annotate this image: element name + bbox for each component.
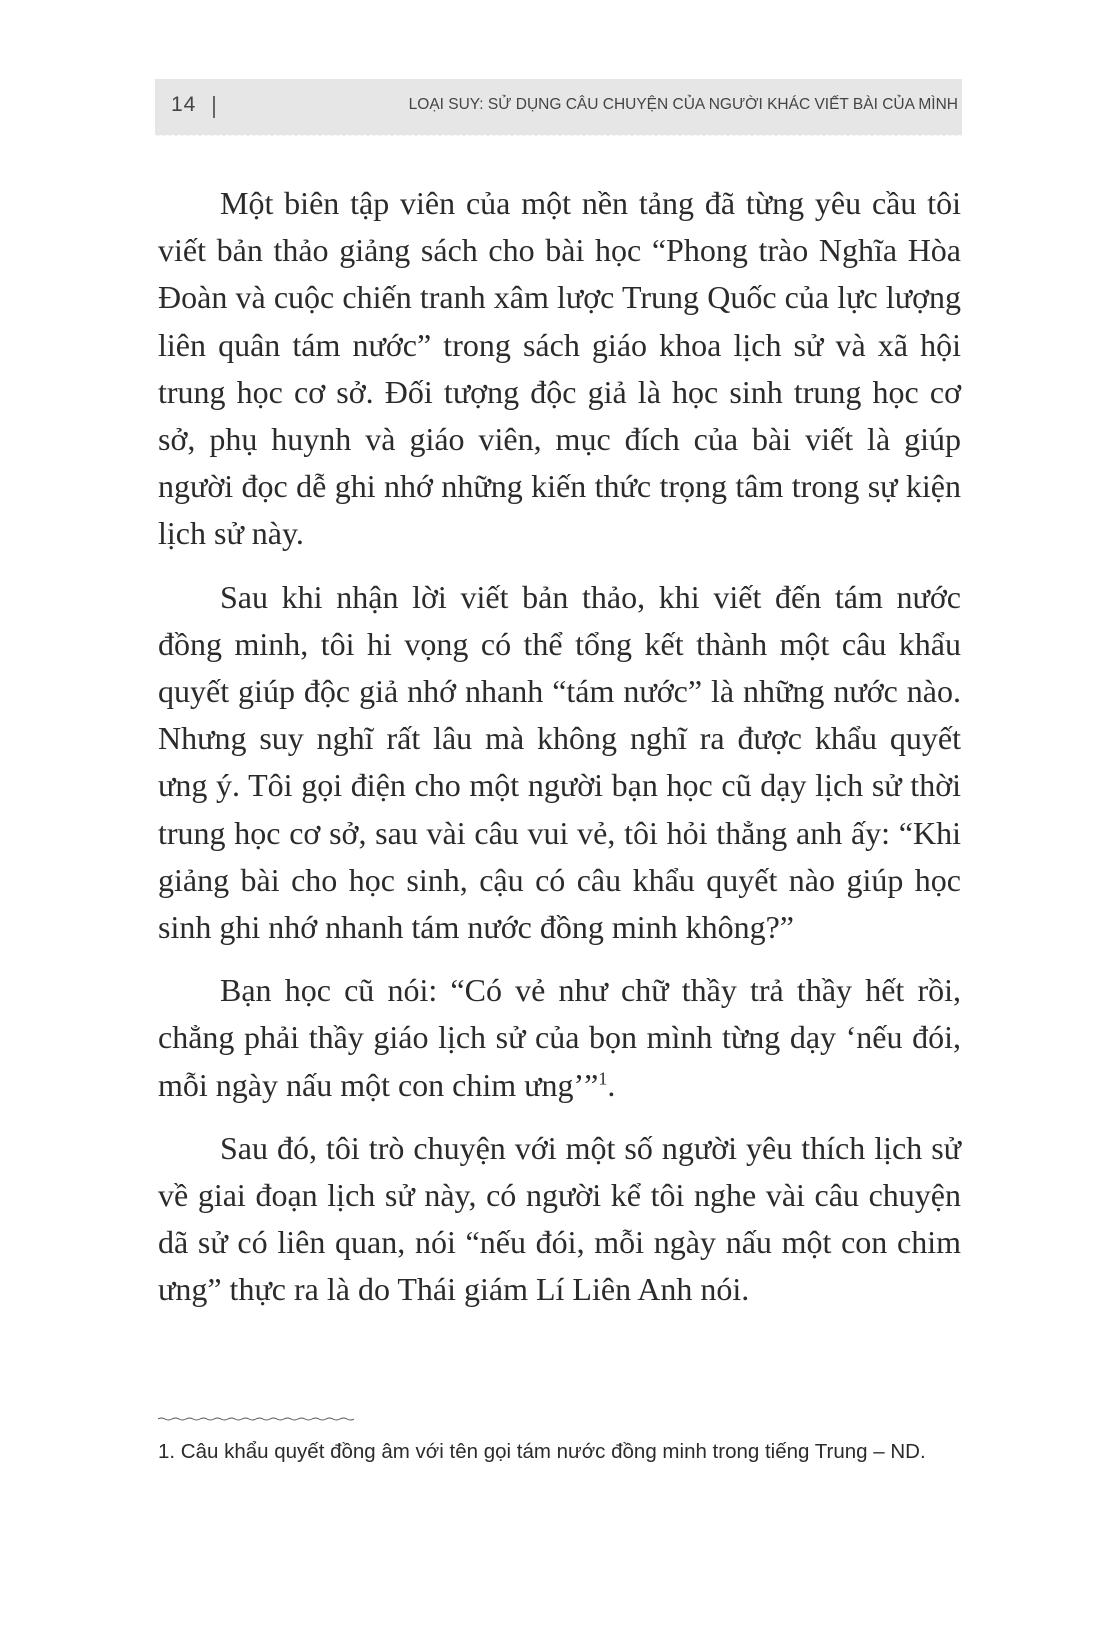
body-text — [158, 180, 961, 1330]
footnote-divider — [158, 1417, 354, 1421]
paragraph-3 — [158, 967, 961, 1109]
paragraph-3-period: . — [607, 1066, 616, 1103]
header-separator — [213, 96, 215, 118]
paragraph-3-text: Bạn học cũ nói: “Có vẻ như chữ thầy trả thầy hết rồi, chẳng phải thầy giáo lịch sử của bọn mình từng dạy ‘nếu đói, mỗi ngày nấu một con chim ưng’” — [158, 972, 961, 1103]
running-title: LOẠI SUY: SỬ DỤNG CÂU CHUYỆN CỦA NGƯỜI KHÁC VIẾT BÀI CỦA MÌNH — [408, 96, 958, 113]
paragraph-1: Một biên tập viên của một nền tảng đã từng yêu cầu tôi viết bản thảo giảng sách cho bài học “Phong trào Nghĩa Hòa Đoàn và cuộc chiến tranh xâm lược Trung Quốc của lực lượng liên quân tám nước” trong sách giáo khoa lịch sử và xã hội trung học cơ sở. Đối tượng độc giả là học sinh trung học cơ sở, phụ huynh và giáo viên, mục đích của bài viết là giúp người đọc dễ ghi nhớ những kiến thức trọng tâm trong sự kiện lịch sử này. — [158, 185, 961, 552]
footnote-reference[interactable]: 1 — [598, 1068, 608, 1088]
page-number: 14 — [171, 93, 197, 116]
page-header — [155, 79, 962, 135]
footnote: 1. Câu khẩu quyết đồng âm với tên gọi tám nước đồng minh trong tiếng Trung – ND. — [158, 1440, 926, 1463]
paragraph-2: Sau khi nhận lời viết bản thảo, khi viết đến tám nước đồng minh, tôi hi vọng có thể tổng kết thành một câu khẩu quyết giúp độc giả nhớ nhanh “tám nước” là những nước nào. Nhưng suy nghĩ rất lâu mà không nghĩ ra được khẩu quyết ưng ý. Tôi gọi điện cho một người bạn học cũ dạy lịch sử thời trung học cơ sở, sau vài câu vui vẻ, tôi hỏi thẳng anh ấy: “Khi giảng bài cho học sinh, cậu có câu khẩu quyết nào giúp học sinh ghi nhớ nhanh tám nước đồng minh không?” — [158, 578, 961, 946]
paragraph-4: Sau đó, tôi trò chuyện với một số người yêu thích lịch sử về giai đoạn lịch sử này, có người kể tôi nghe vài câu chuyện dã sử có liên quan, nói “nếu đói, mỗi ngày nấu một con chim ưng” thực ra là do Thái giám Lí Liên Anh nói. — [158, 1129, 961, 1308]
